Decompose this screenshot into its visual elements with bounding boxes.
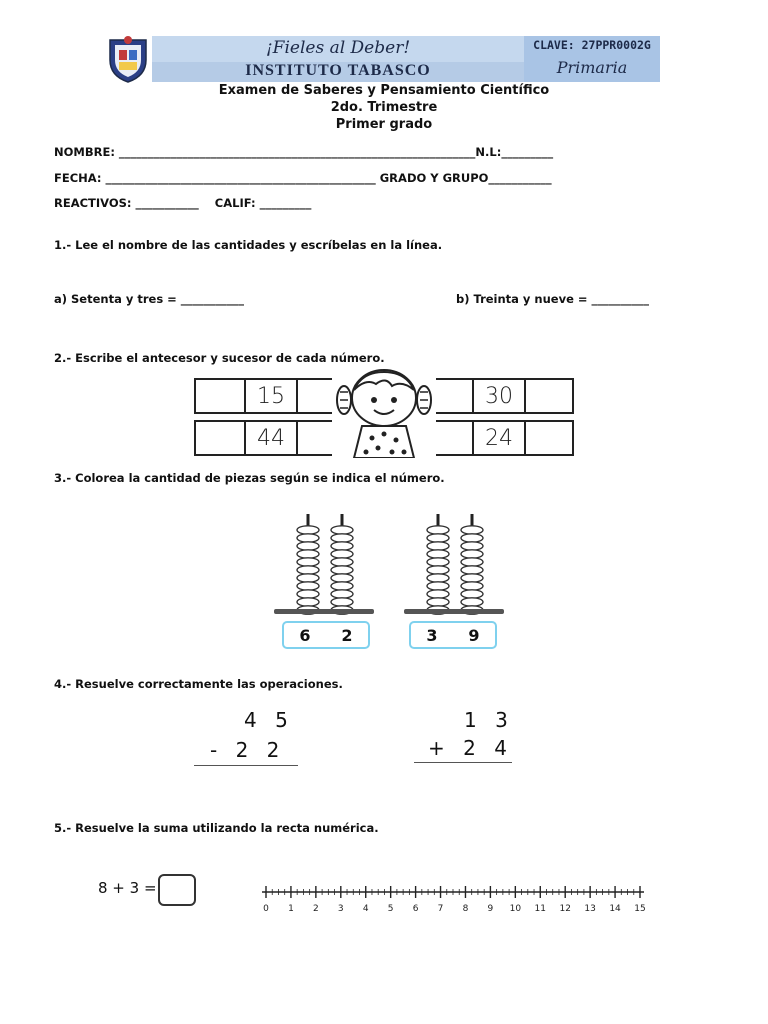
abacus-bead[interactable] xyxy=(427,558,449,566)
number-row-30 xyxy=(424,378,574,414)
number-cell: 15 xyxy=(246,380,298,412)
abacus-bead[interactable] xyxy=(427,526,449,534)
antecesor-box[interactable] xyxy=(196,380,246,412)
operation-1-bottom: - 2 2 xyxy=(210,738,286,762)
abacus-bead[interactable] xyxy=(297,582,319,590)
abacus-digit: 6 xyxy=(299,625,311,645)
number-line-label: 7 xyxy=(437,904,444,914)
number-line xyxy=(258,880,650,916)
number-cell: 30 xyxy=(474,380,526,412)
number-line-label: 3 xyxy=(337,904,344,914)
abacus-bead[interactable] xyxy=(297,542,319,550)
question-4: 4.- Resuelve correctamente las operaciones. xyxy=(54,677,343,691)
abacus-bead[interactable] xyxy=(427,590,449,598)
abacus-digit: 3 xyxy=(426,625,438,645)
question-3: 3.- Colorea la cantidad de piezas según se indica el número. xyxy=(54,471,445,485)
abacus-bead[interactable] xyxy=(461,542,483,550)
abacus-bead[interactable] xyxy=(461,526,483,534)
abacus-bead[interactable] xyxy=(427,574,449,582)
abacus-digit: 9 xyxy=(468,625,480,645)
field-fecha[interactable]: FECHA: _______________________________________________ GRADO Y GRUPO___________ xyxy=(54,171,552,185)
question-1a[interactable]: a) Setenta y tres = ___________ xyxy=(54,292,245,306)
number-line-label: 9 xyxy=(487,904,494,914)
number-line-label: 13 xyxy=(584,904,596,914)
question-1b[interactable]: b) Treinta y nueve = __________ xyxy=(456,292,650,306)
number-line-label: 10 xyxy=(509,904,522,914)
abacus-bead[interactable] xyxy=(331,574,353,582)
number-line-label: 8 xyxy=(462,904,469,914)
abacus-bead[interactable] xyxy=(427,534,449,542)
abacus-bead[interactable] xyxy=(331,566,353,574)
number-line-label: 11 xyxy=(534,904,546,914)
exam-title-line2: 2do. Trimestre xyxy=(330,100,438,115)
abacus-bead[interactable] xyxy=(461,582,483,590)
abacus-bead[interactable] xyxy=(297,526,319,534)
girl-illustration xyxy=(332,366,436,458)
exam-title-line1: Examen de Saberes y Pensamiento Científico xyxy=(218,83,550,98)
abacus-1-label xyxy=(282,621,370,649)
operation-1-line xyxy=(194,765,298,766)
field-reactivos[interactable]: REACTIVOS: ___________ CALIF: _________ xyxy=(54,196,312,210)
sucesor-box[interactable] xyxy=(526,380,572,412)
abacus-bead[interactable] xyxy=(427,582,449,590)
abacus-bead[interactable] xyxy=(297,558,319,566)
number-line-label: 6 xyxy=(412,904,419,914)
number-line-label: 2 xyxy=(312,904,319,914)
field-nombre[interactable]: NOMBRE: ______________________________________________________________N.L:_________ xyxy=(54,145,554,159)
abacus-bead[interactable] xyxy=(427,598,449,606)
number-cell: 44 xyxy=(246,422,298,454)
question-5: 5.- Resuelve la suma utilizando la recta numérica. xyxy=(54,821,379,835)
number-row-44 xyxy=(194,420,348,456)
abacus-1 xyxy=(272,512,376,616)
abacus-bead[interactable] xyxy=(297,598,319,606)
abacus-bead[interactable] xyxy=(461,534,483,542)
abacus-bead[interactable] xyxy=(297,534,319,542)
school-logo xyxy=(104,34,152,84)
abacus-2 xyxy=(402,512,506,616)
number-cell: 24 xyxy=(474,422,526,454)
abacus-bead[interactable] xyxy=(331,550,353,558)
abacus-bead[interactable] xyxy=(427,566,449,574)
number-line-label: 0 xyxy=(263,904,269,914)
abacus-bead[interactable] xyxy=(461,558,483,566)
number-line-label: 1 xyxy=(288,904,294,914)
abacus-bead[interactable] xyxy=(331,558,353,566)
abacus-bead[interactable] xyxy=(461,566,483,574)
abacus-bead[interactable] xyxy=(297,550,319,558)
abacus-base xyxy=(404,609,504,614)
exam-title xyxy=(0,82,768,133)
abacus-bead[interactable] xyxy=(297,574,319,582)
school-clave: CLAVE: 27PPR0002G xyxy=(533,38,651,52)
abacus-bead[interactable] xyxy=(331,526,353,534)
abacus-bead[interactable] xyxy=(297,566,319,574)
operation-2-top: 1 3 xyxy=(464,708,514,732)
operation-2-line xyxy=(414,762,512,763)
number-line-label: 4 xyxy=(362,904,369,914)
antecesor-box[interactable] xyxy=(196,422,246,454)
sum-equation: 8 + 3 = xyxy=(98,879,157,897)
school-level: Primaria xyxy=(556,58,628,77)
number-line-label: 15 xyxy=(634,904,646,914)
number-line-label: 14 xyxy=(609,904,621,914)
operation-1-top: 4 5 xyxy=(244,708,294,732)
exam-title-line3: Primer grado xyxy=(335,117,433,132)
abacus-bead[interactable] xyxy=(461,598,483,606)
question-2: 2.- Escribe el antecesor y sucesor de cada número. xyxy=(54,351,385,365)
sucesor-box[interactable] xyxy=(526,422,572,454)
abacus-2-label xyxy=(409,621,497,649)
operation-2-bottom: + 2 4 xyxy=(428,736,513,760)
abacus-bead[interactable] xyxy=(427,542,449,550)
abacus-base xyxy=(274,609,374,614)
abacus-bead[interactable] xyxy=(331,534,353,542)
abacus-bead[interactable] xyxy=(331,542,353,550)
abacus-bead[interactable] xyxy=(461,550,483,558)
number-line-label: 5 xyxy=(387,904,394,914)
abacus-bead[interactable] xyxy=(331,598,353,606)
number-row-24 xyxy=(424,420,574,456)
number-line-label: 12 xyxy=(559,904,571,914)
abacus-bead[interactable] xyxy=(427,550,449,558)
answer-box[interactable] xyxy=(158,874,196,906)
number-row-15 xyxy=(194,378,348,414)
abacus-bead[interactable] xyxy=(297,590,319,598)
question-1: 1.- Lee el nombre de las cantidades y escríbelas en la línea. xyxy=(54,238,443,252)
abacus-bead[interactable] xyxy=(331,582,353,590)
abacus-bead[interactable] xyxy=(331,590,353,598)
school-motto: ¡Fieles al Deber! xyxy=(265,38,411,58)
institution-name: INSTITUTO TABASCO xyxy=(245,62,431,79)
abacus-bead[interactable] xyxy=(461,590,483,598)
abacus-bead[interactable] xyxy=(461,574,483,582)
abacus-digit: 2 xyxy=(341,625,353,645)
